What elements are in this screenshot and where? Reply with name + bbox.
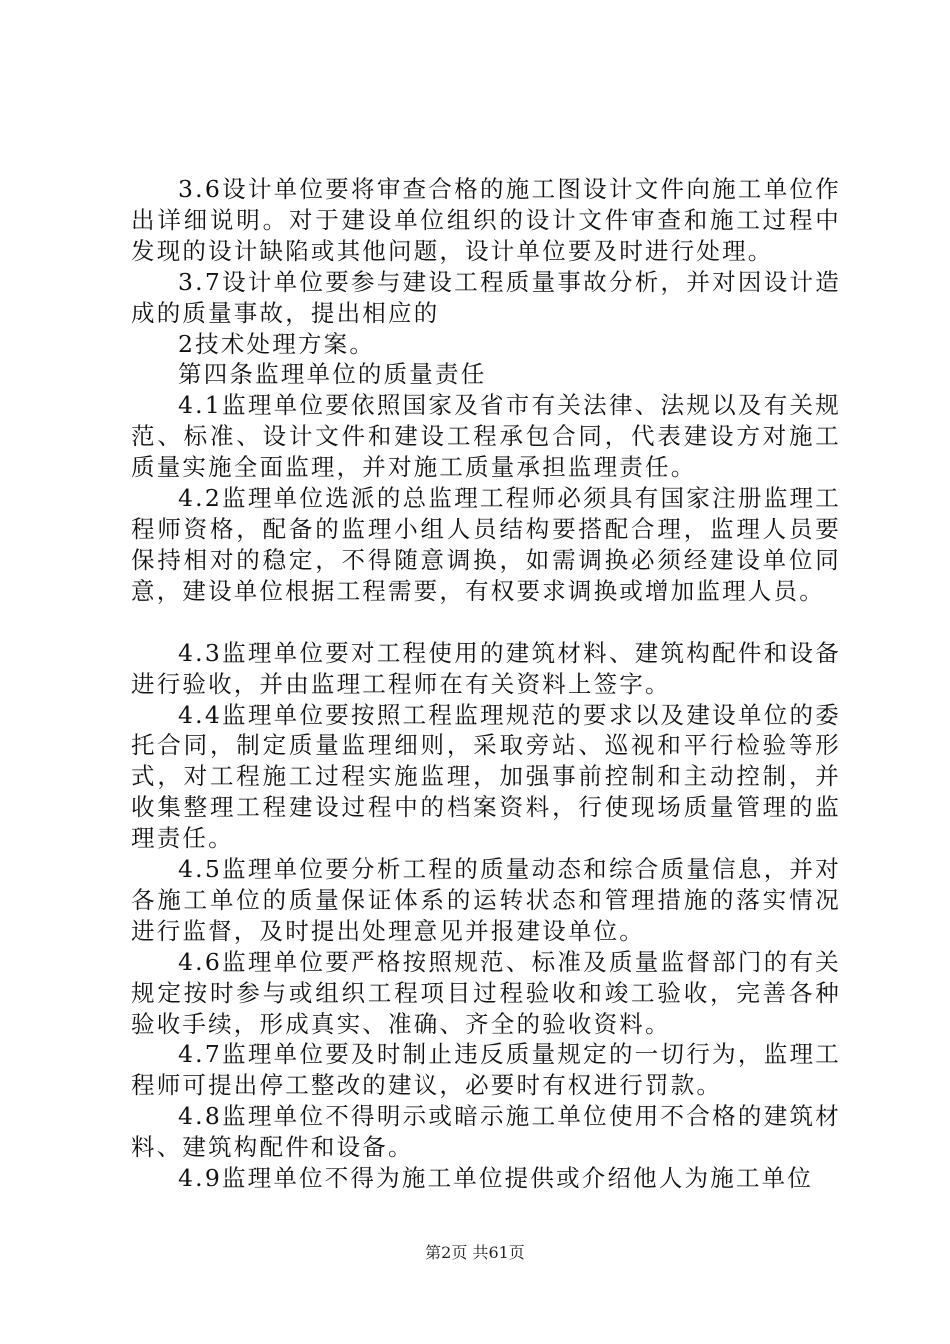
paragraph-4-9: 4.9监理单位不得为施工单位提供或介绍他人为施工单位 [178, 1164, 814, 1193]
paragraph-3-6: 3.6设计单位要将审查合格的施工图设计文件向施工单位作出详细说明。对于建设单位组织的设计文件审查和施工过程中发现的设计缺陷或其他问题，设计单位要及时进行处理。 [131, 175, 841, 265]
paragraph-3-7: 3.7设计单位要参与建设工程质量事故分析，并对因设计造成的质量事故，提出相应的 [131, 267, 841, 327]
paragraph-3-7-cont: 2技术处理方案。 [178, 329, 376, 358]
page-number-footer: 第2页 共61页 [425, 1243, 525, 1262]
section-heading-4: 第四条监理单位的质量责任 [178, 360, 487, 389]
paragraph-4-1: 4.1监理单位要依照国家及省市有关法律、法规以及有关规范、标准、设计文件和建设工程承包合同，代表建设方对施工质量实施全面监理，并对施工质量承担监理责任。 [131, 391, 841, 482]
paragraph-4-4: 4.4监理单位要按照工程监理规范的要求以及建设单位的委托合同，制定质量监理细则，采取旁站、巡视和平行检验等形式，对工程施工过程实施监理，加强事前控制和主动控制，并收集整理工程建设过程中的档案资料，行使现场质量管理的监理责任。 [131, 700, 841, 853]
paragraph-4-3: 4.3监理单位要对工程使用的建筑材料、建筑构配件和设备进行验收，并由监理工程师在有关资料上签字。 [131, 638, 841, 698]
paragraph-4-8: 4.8监理单位不得明示或暗示施工单位使用不合格的建筑材料、建筑构配件和设备。 [131, 1102, 841, 1162]
paragraph-4-5: 4.5监理单位要分析工程的质量动态和综合质量信息，并对各施工单位的质量保证体系的运转状态和管理措施的落实情况进行监督，及时提出处理意见并报建设单位。 [131, 855, 841, 945]
paragraph-4-7: 4.7监理单位要及时制止违反质量规定的一切行为，监理工程师可提出停工整改的建议，必要时有权进行罚款。 [131, 1040, 841, 1100]
paragraph-4-2: 4.2监理单位选派的总监理工程师必须具有国家注册监理工程师资格，配备的监理小组人员结构要搭配合理，监理人员要保持相对的稳定，不得随意调换，如需调换必须经建设单位同意，建设单位根据工程需要，有权要求调换或增加监理人员。 [131, 484, 841, 605]
document-body [131, 174, 841, 1194]
paragraph-4-6: 4.6监理单位要严格按照规范、标准及质量监督部门的有关规定按时参与或组织工程项目过程验收和竣工验收，完善各种验收手续，形成真实、准确、齐全的验收资料。 [131, 947, 841, 1038]
